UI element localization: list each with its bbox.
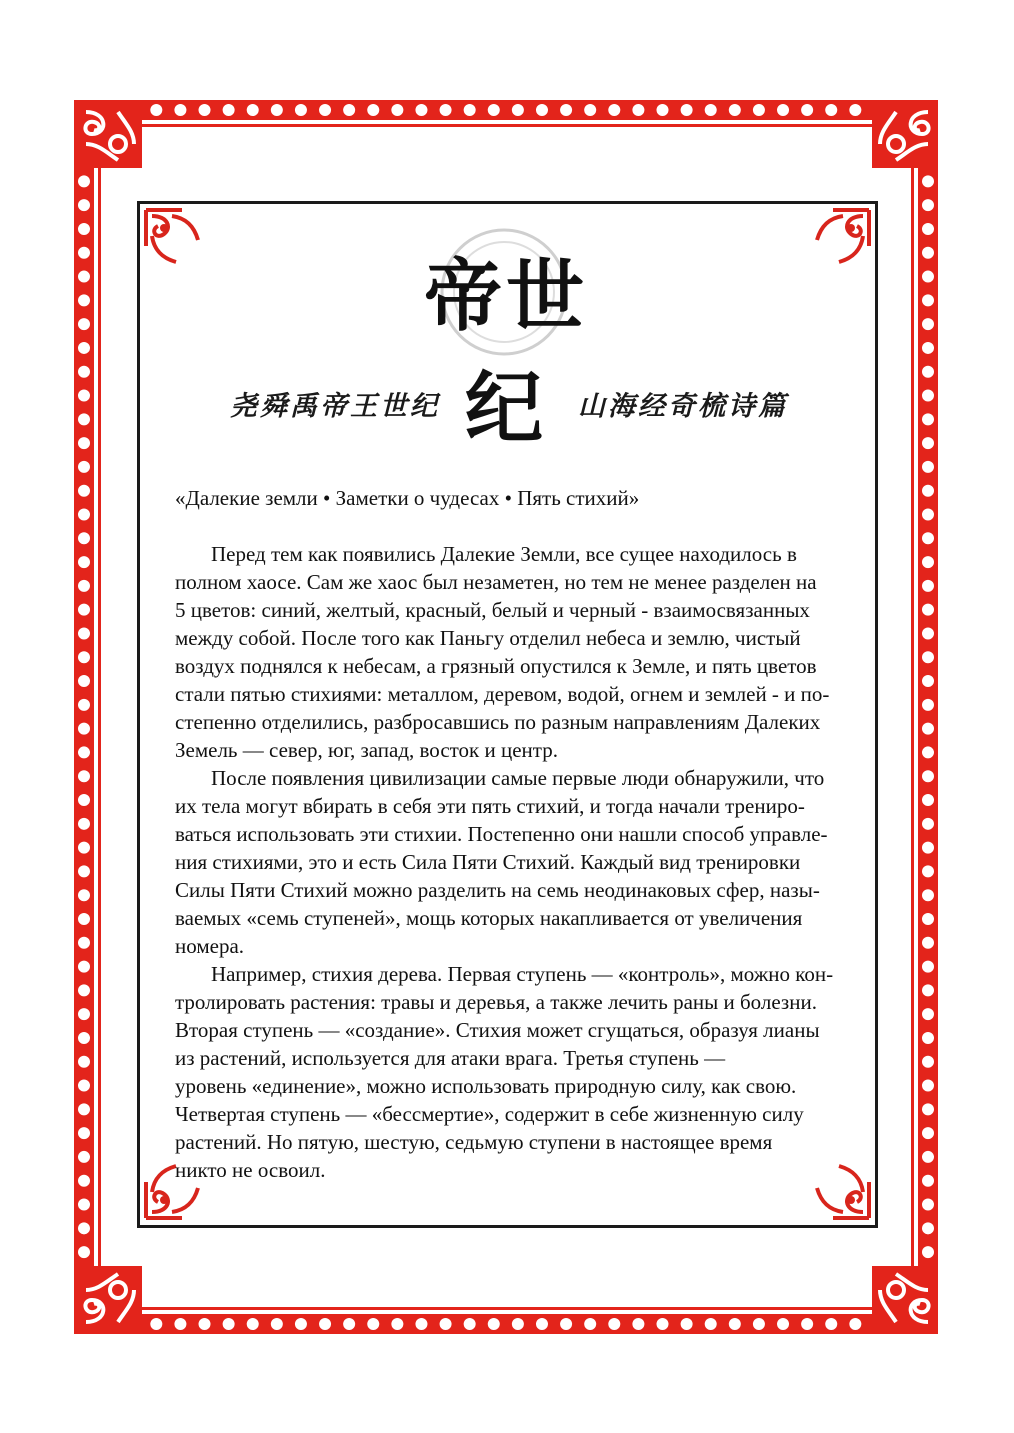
body-line: никто не освоил. <box>175 1158 326 1182</box>
calligraphy-logo <box>386 214 626 454</box>
logo-title: 帝世纪 <box>423 251 588 454</box>
subtitle-left: 尧舜禹帝王世纪 <box>230 391 440 422</box>
body-line: ваться использовать эти стихии. Постепенно они нашли способ управле- <box>175 822 828 846</box>
body-line: Перед тем как появились Далекие Земли, все сущее находилось в <box>211 542 797 566</box>
body-line: номера. <box>175 934 245 958</box>
corner-ornament-bottom-left <box>78 1266 142 1330</box>
article-heading: «Далекие земли • Заметки о чудесах • Пять стихий» <box>175 486 640 510</box>
corner-ornament-top-right <box>872 104 936 168</box>
body-line: 5 цветов: синий, желтый, красный, белый и черный - взаимосвязанных <box>175 598 810 622</box>
body-line: между собой. После того как Паньгу отделил небеса и землю, чистый <box>175 626 801 650</box>
body-line: Земель — север, юг, запад, восток и центр. <box>175 738 558 762</box>
inner-corner-ornament-top-left <box>142 206 206 270</box>
body-line: воздух поднялся к небесам, а грязный опустился к Земле, и пять цветов <box>175 654 817 678</box>
body-line: из растений, используется для атаки врага. Третья ступень — <box>175 1046 726 1070</box>
body-line: стали пятью стихиями: металлом, деревом, водой, огнем и землей - и по- <box>175 682 830 706</box>
body-line: ваемых «семь ступеней», мощь которых накапливается от увеличения <box>175 906 803 930</box>
body-line: степенно отделились, разбросавшись по разным направлениям Далеких <box>175 710 821 734</box>
article-body <box>175 540 857 1184</box>
body-line: Силы Пяти Стихий можно разделить на семь неодинаковых сфер, назы- <box>175 878 820 902</box>
corner-ornament-top-left <box>78 104 142 168</box>
subtitle-right: 山海经奇梳诗篇 <box>578 391 788 422</box>
body-line: После появления цивилизации самые первые люди обнаружили, что <box>211 766 825 790</box>
body-line: Например, стихия дерева. Первая ступень — «контроль», можно кон- <box>211 962 834 986</box>
inner-corner-ornament-top-right <box>809 206 873 270</box>
corner-ornament-bottom-right <box>872 1266 936 1330</box>
body-line: полном хаосе. Сам же хаос был незаметен, но тем не менее разделен на <box>175 570 817 594</box>
body-line: их тела могут вбирать в себя эти пять стихий, и тогда начали трениро- <box>175 794 805 818</box>
body-line: ния стихиями, это и есть Сила Пяти Стихий. Каждый вид тренировки <box>175 850 801 874</box>
body-line: уровень «единение», можно использовать природную силу, как свою. <box>175 1074 797 1098</box>
body-line: растений. Но пятую, шестую, седьмую ступени в настоящее время <box>175 1130 773 1154</box>
body-line: Вторая ступень — «создание». Стихия может сгущаться, образуя лианы <box>175 1018 820 1042</box>
body-line: Четвертая ступень — «бессмертие», содержит в себе жизненную силу <box>175 1102 804 1126</box>
body-line: тролировать растения: травы и деревья, а также лечить раны и болезни. <box>175 990 817 1014</box>
